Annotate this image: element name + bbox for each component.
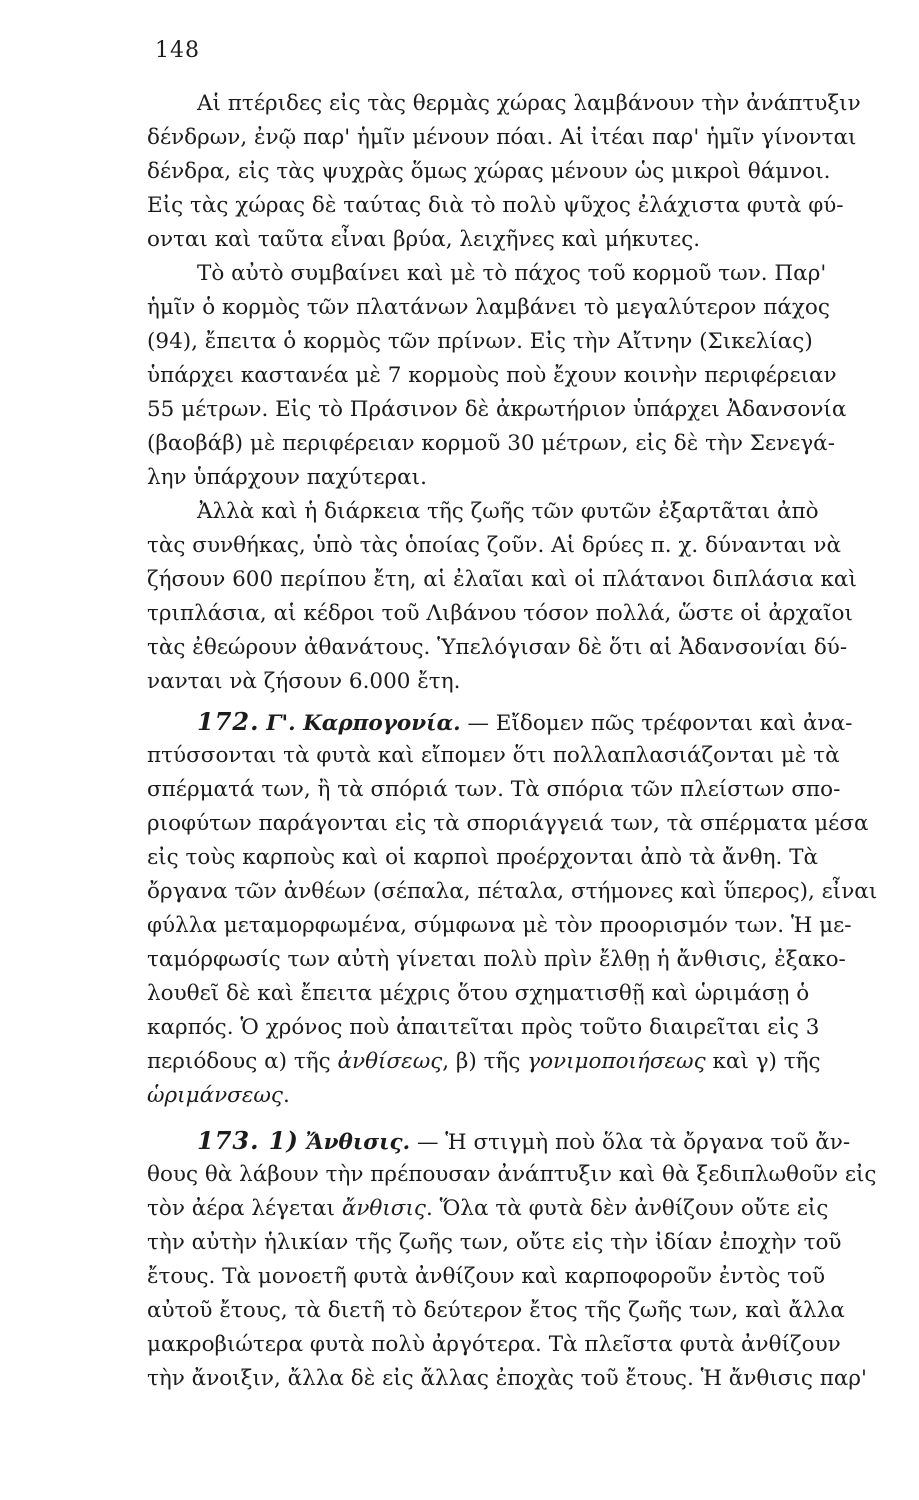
- text-line: (94), ἔπειτα ὁ κορμὸς τῶν πρίνων. Εἰς τὴν Αἴτνην (Σικελίας): [147, 329, 813, 354]
- text-line: Αἱ πτέριδες εἰς τὰς θερμὰς χώρας λαμβάνουν τὴν ἀνάπτυξιν: [197, 91, 861, 116]
- text-line: τὴν ἄνοιξιν, ἄλλα δὲ εἰς ἄλλας ἐποχὰς τοῦ ἔτους. Ἡ ἄνθισις παρ': [147, 1366, 867, 1391]
- text-line: ονται καὶ ταῦτα εἶναι βρύα, λειχῆνες καὶ μήκυτες.: [147, 227, 701, 252]
- text-line: [147, 1079, 907, 1113]
- text-line: δένδρων, ἐνῷ παρ' ἡμῖν μένουν πόαι. Αἱ ἰτέαι παρ' ἡμῖν γίνονται: [147, 125, 857, 150]
- text-line: 55 μέτρων. Εἰς τὸ Πράσινον δὲ ἀκρωτήριον ὑπάρχει Ἀδανσονία: [147, 397, 847, 422]
- text-line: λην ὑπάρχουν παχύτεραι.: [147, 465, 427, 490]
- italic-term: ἄνθισις: [341, 1196, 426, 1221]
- text-line: Τὸ αὐτὸ συμβαίνει καὶ μὲ τὸ πάχος τοῦ κορμοῦ των. Παρ': [197, 261, 827, 286]
- text-line: ζήσουν 600 περίπου ἔτη, αἱ ἐλαῖαι καὶ οἱ πλάτανοι διπλάσια καὶ: [147, 567, 857, 592]
- text-line: Εἰς τὰς χώρας δὲ ταύτας διὰ τὸ πολὺ ψῦχος ἐλάχιστα φυτὰ φύ-: [147, 193, 844, 218]
- text-fragment: καὶ γ) τῆς: [705, 1049, 821, 1074]
- text-line: (βαοβάβ) μὲ περιφέρειαν κορμοῦ 30 μέτρων, εἰς δὲ τὴν Σενεγά-: [147, 431, 835, 456]
- text-fragment: , β) τῆς: [442, 1049, 528, 1074]
- text-line: ὑπάρχει καστανέα μὲ 7 κορμοὺς ποὺ ἔχουν κοινὴν περιφέρειαν: [147, 363, 837, 388]
- text-fragment: .: [282, 1083, 290, 1108]
- text-line: φύλλα μεταμορφωμένα, σύμφωνα μὲ τὸν προορισμόν των. Ἡ με-: [147, 913, 852, 938]
- text-line: ὄργανα τῶν ἀνθέων (σέπαλα, πέταλα, στήμονες καὶ ὕπερος), εἶναι: [147, 879, 878, 904]
- text-line: λουθεῖ δὲ καὶ ἔπειτα μέχρις ὅτου σχηματισθῇ καὶ ὡριμάσῃ ὁ: [147, 981, 810, 1006]
- section-heading-line: [147, 1124, 907, 1158]
- text-line: [147, 1192, 907, 1226]
- italic-term: ὡριμάνσεως: [147, 1083, 283, 1108]
- text-line: σπέρματά των, ἢ τὰ σπόριά των. Τὰ σπόρια τῶν πλείστων σπο-: [147, 777, 841, 802]
- text-line: τὰς συνθήκας, ὑπὸ τὰς ὁποίας ζοῦν. Αἱ δρύες π. χ. δύνανται νὰ: [147, 533, 842, 558]
- text-line: τριπλάσια, αἱ κέδροι τοῦ Λιβάνου τόσον πολλά, ὥστε οἱ ἀρχαῖοι: [147, 601, 853, 626]
- text-fragment: περιόδους α) τῆς: [147, 1049, 338, 1074]
- section-title: Ἄνθισις.: [305, 1130, 411, 1155]
- section-title: Γ'. Καρπογονία.: [266, 711, 461, 736]
- section-heading-line: [147, 705, 907, 739]
- text-line: μακροβιώτερα φυτὰ πολὺ ἀργότερα. Τὰ πλεῖστα φυτὰ ἀνθίζουν: [147, 1332, 841, 1357]
- italic-term: γονιμοποιήσεως: [527, 1049, 706, 1074]
- section-172: [147, 705, 907, 1113]
- page-number: 148: [155, 38, 200, 63]
- text-line: ἡμῖν ὁ κορμὸς τῶν πλατάνων λαμβάνει τὸ μεγαλύτερον πάχος: [147, 295, 830, 320]
- text-line: [147, 1045, 907, 1079]
- section-173: [147, 1124, 907, 1396]
- section-text: — Εἴδομεν πῶς τρέφονται καὶ ἀνα-: [467, 711, 853, 736]
- text-line: καρπός. Ὁ χρόνος ποὺ ἀπαιτεῖται πρὸς τοῦτο διαιρεῖται εἰς 3: [147, 1015, 820, 1040]
- section-number: 173. 1): [197, 1126, 299, 1155]
- text-line: Ἀλλὰ καὶ ἡ διάρκεια τῆς ζωῆς τῶν φυτῶν ἐξαρτᾶται ἀπὸ: [197, 499, 819, 524]
- text-line: τὰς ἐθεώρουν ἀθανάτους. Ὑπελόγισαν δὲ ὅτι αἱ Ἀδανσονίαι δύ-: [147, 635, 848, 660]
- text-line: ταμόρφωσίς των αὐτὴ γίνεται πολὺ πρὶν ἔλθῃ ἡ ἄνθισις, ἐξακο-: [147, 947, 846, 972]
- text-line: ἔτους. Τὰ μονοετῆ φυτὰ ἀνθίζουν καὶ καρποφοροῦν ἐντὸς τοῦ: [147, 1264, 826, 1289]
- text-line: θους θὰ λάβουν τὴν πρέπουσαν ἀνάπτυξιν καὶ θὰ ξεδιπλωθοῦν εἰς: [147, 1162, 877, 1187]
- section-number: 172.: [197, 707, 260, 736]
- text-line: αὐτοῦ ἔτους, τὰ διετῆ τὸ δεύτερον ἔτος τῆς ζωῆς των, καὶ ἄλλα: [147, 1298, 845, 1323]
- text-line: τὴν αὐτὴν ἡλικίαν τῆς ζωῆς των, οὔτε εἰς τὴν ἰδίαν ἐποχὴν τοῦ: [147, 1230, 842, 1255]
- text-line: ριοφύτων παράγονται εἰς τὰ σποριάγγειά των, τὰ σπέρματα μέσα: [147, 811, 869, 836]
- body-text-top: [147, 87, 907, 699]
- text-line: πτύσσονται τὰ φυτὰ καὶ εἴπομεν ὅτι πολλαπλασιάζονται μὲ τὰ: [147, 743, 840, 768]
- italic-term: ἀνθίσεως: [337, 1049, 443, 1074]
- section-text: — Ἡ στιγμὴ ποὺ ὅλα τὰ ὄργανα τοῦ ἄν-: [416, 1130, 851, 1155]
- text-fragment: τὸν ἀέρα λέγεται: [147, 1196, 342, 1221]
- text-line: εἰς τοὺς καρποὺς καὶ οἱ καρποὶ προέρχονται ἀπὸ τὰ ἄνθη. Τὰ: [147, 845, 819, 870]
- text-fragment: . Ὅλα τὰ φυτὰ δὲν ἀνθίζουν οὔτε εἰς: [425, 1196, 829, 1221]
- text-line: δένδρα, εἰς τὰς ψυχρὰς ὅμως χώρας μένουν ὡς μικροὶ θάμνοι.: [147, 159, 831, 184]
- text-line: νανται νὰ ζήσουν 6.000 ἔτη.: [147, 669, 461, 694]
